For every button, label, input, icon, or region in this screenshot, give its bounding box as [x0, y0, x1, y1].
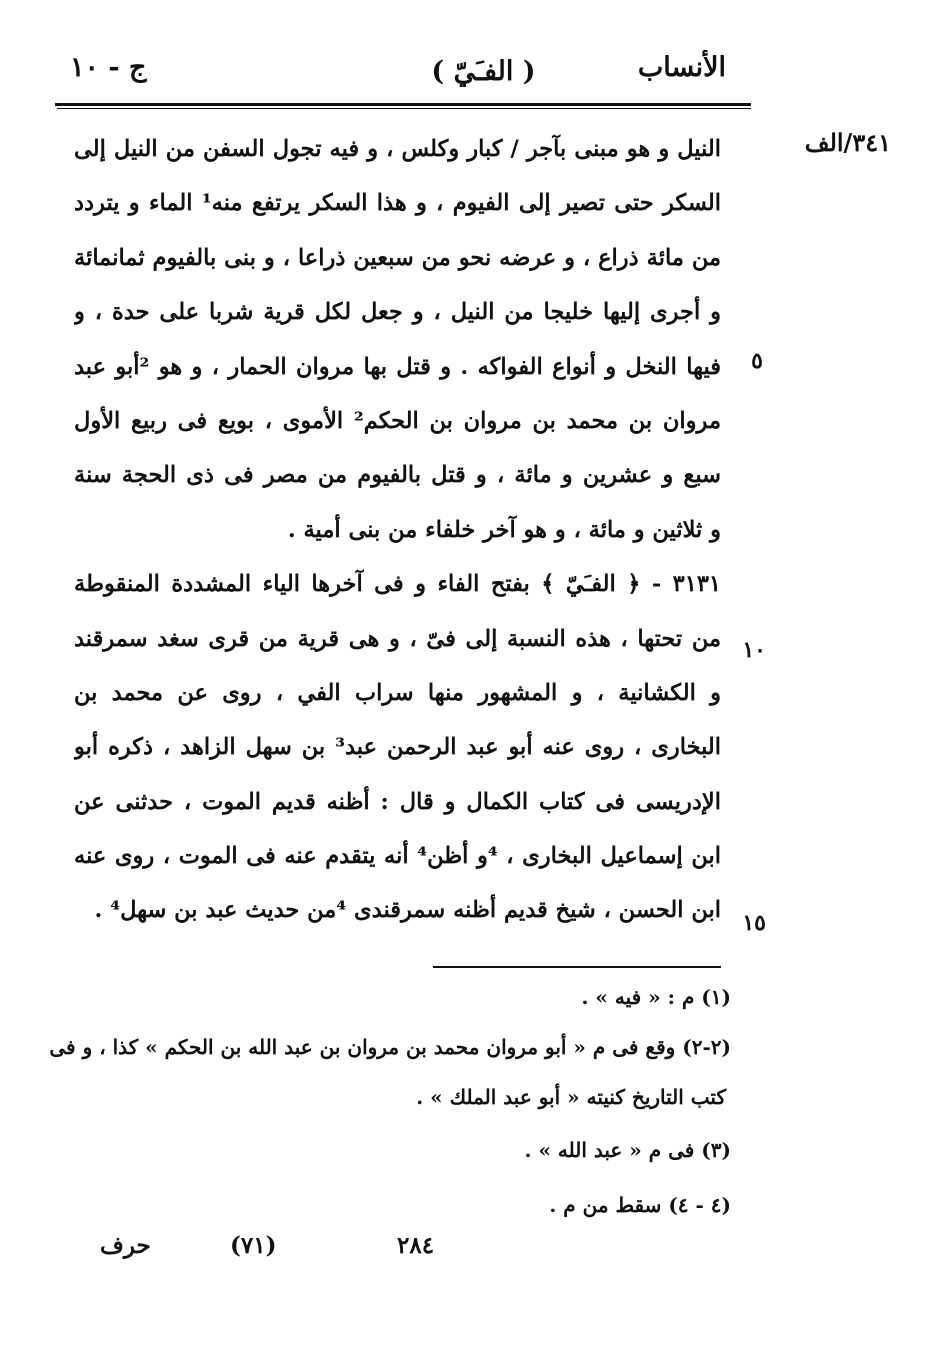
- body-line: فيها النخل و أنواع الفواكه . و قتل بها مروان الحمار ، و هو ²أبو عبد: [74, 353, 721, 380]
- footnote-2: (٢-٢) وقع فى م « أبو مروان محمد بن مروان بن عبد الله بن الحكم » كذا ، و فى: [49, 1035, 731, 1059]
- entry-title-text: ( الفـَيّ ): [431, 56, 536, 87]
- volume-number: ج - ١٠: [70, 52, 147, 83]
- body-text: [74, 122, 721, 938]
- book-title: الأنساب: [637, 52, 726, 83]
- entry-heading-line: ٣١٣١ - ﴿ الفـَيّ ﴾ بفتح الفاء و فى آخرها الياء المشددة المنقوطة: [74, 571, 721, 598]
- line-number-10: ١٠: [742, 637, 766, 663]
- footnote-1: (١) م : « فيه » .: [581, 985, 731, 1009]
- body-line: السكر حتى تصير إلى الفيوم ، و هذا السكر يرتفع منه¹ الماء و يتردد: [74, 190, 721, 217]
- body-line: سبع و عشرين و مائة ، و قتل بالفيوم من مصر فى ذى الحجة سنة: [74, 462, 721, 489]
- body-line: النيل و هو مبنى بآجر / كبار وكلس ، و فيه تجول السفن من النيل إلى: [74, 136, 721, 162]
- body-line: الإدريسى فى كتاب الكمال و قال : أظنه قديم الموت ، حدثنى عن: [74, 788, 721, 815]
- body-line: من تحتها ، هذه النسبة إلى فىّ ، و هى قرية من قرى سغد سمرقند: [74, 625, 721, 652]
- header-rule: [55, 103, 751, 106]
- body-line: و الكشانية ، و المشهور منها سراب الفي ، روى عن محمد بن: [74, 679, 721, 706]
- body-line: من مائة ذراع ، و عرضه نحو من سبعين ذراعا ، و بنى بالفيوم ثمانمائة: [74, 244, 721, 271]
- footnote-rule: [433, 966, 721, 968]
- signature-mark: (٧١): [230, 1232, 277, 1259]
- header-rule-thin: [57, 108, 751, 109]
- line-number-15: ١٥: [742, 910, 766, 936]
- body-line: ابن إسماعيل البخارى ، ⁴و أظن⁴ أنه يتقدم عنه فى الموت ، روى عنه: [74, 843, 721, 870]
- footnote-2-continued: كتب التاريخ كنيته « أبو عبد الملك » .: [416, 1085, 726, 1109]
- body-line: و ثلاثين و مائة ، و هو آخر خلفاء من بنى أمية .: [287, 516, 721, 543]
- body-line: البخارى ، روى عنه أبو عبد الرحمن عبد³ بن سهل الزاهد ، ذكره أبو: [74, 734, 721, 761]
- footnote-3: (٣) فى م « عبد الله » .: [524, 1138, 731, 1162]
- page-number: ٢٨٤: [397, 1232, 435, 1259]
- line-number-5: ٥: [751, 348, 763, 374]
- folio-number: ٣٤١/الف: [804, 128, 891, 157]
- body-line: و أجرى إليها خليجا من النيل ، و جعل لكل قرية شربا على حدة ، و: [74, 299, 721, 326]
- body-line: ابن الحسن ، شيخ قديم أظنه سمرقندى ⁴من حديث عبد بن سهل⁴ .: [94, 897, 721, 924]
- footnote-4: (٤ - ٤) سقط من م .: [549, 1193, 731, 1217]
- catchword: حرف: [100, 1232, 151, 1259]
- body-line: مروان بن محمد بن مروان بن الحكم² الأموى ، بويع فى ربيع الأول: [74, 407, 721, 434]
